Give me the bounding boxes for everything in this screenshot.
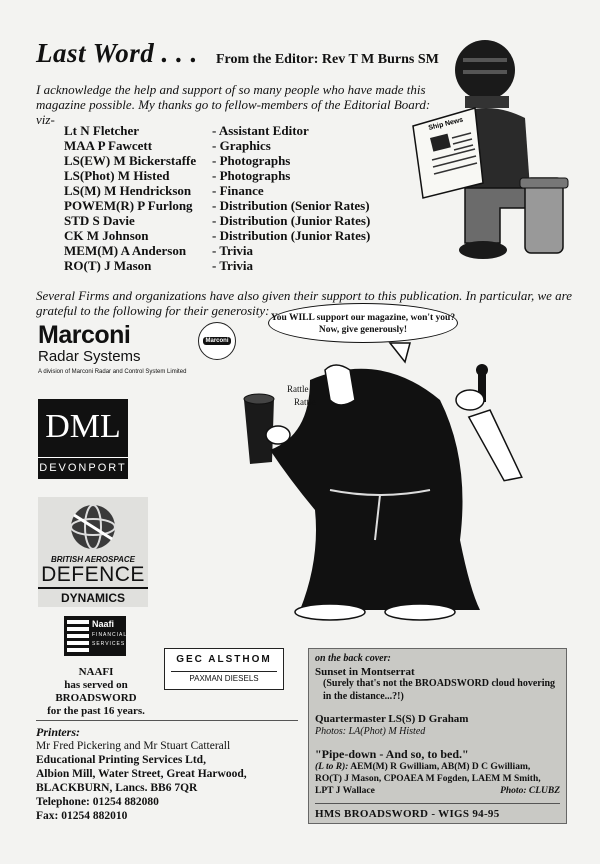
printers-fax: Fax: 01254 882010	[36, 810, 128, 822]
marconi-name: Marconi	[38, 321, 131, 349]
credit-row	[64, 153, 370, 168]
photos-credit: Photos: LA(Phot) M Histed	[315, 725, 426, 737]
credit-row	[64, 198, 370, 213]
dml-name: DML	[45, 408, 121, 445]
naafi-line2: has served on	[64, 679, 128, 691]
monk-cartoon-illustration	[230, 340, 570, 630]
back-cover-box	[308, 648, 567, 824]
marconi-sub: Radar Systems	[38, 348, 141, 365]
gec-name: GEC ALSTHOM	[176, 654, 272, 665]
credit-name: POWEM(R) P Furlong	[64, 198, 193, 213]
credit-role: - Distribution (Junior Rates)	[212, 213, 371, 228]
credit-role: - Trivia	[212, 243, 254, 258]
credit-name: MEM(M) A Anderson	[64, 243, 187, 258]
names-3: LPT J Wallace	[315, 785, 375, 796]
editorial-board-list	[64, 123, 370, 273]
marconi-division: A division of Marconi Radar and Control System Limited	[38, 369, 187, 375]
editor-byline: From the Editor: Rev T M Burns SM	[216, 52, 439, 67]
speech-line2: Now, give generously!	[318, 325, 408, 335]
credit-role: - Finance	[212, 183, 264, 198]
credit-role: - Assistant Editor	[212, 123, 309, 138]
names-line3	[315, 785, 560, 797]
credit-role: - Photographs	[212, 153, 291, 168]
credit-row	[64, 168, 370, 183]
acknowledgement-text: I acknowledge the help and support of so many people who have made this magazine possible. My thanks go to fellow-members of the Editorial Board: viz-	[36, 82, 431, 127]
marconi-badge-label: Marconi	[205, 338, 229, 344]
globe-icon	[68, 501, 118, 553]
rattle-text-2: Rattle	[294, 397, 316, 407]
printers-people: Mr Fred Pickering and Mr Stuart Catterall	[36, 740, 231, 752]
credit-name: LS(Phot) M Histed	[64, 168, 170, 183]
credit-name: LS(M) M Hendrickson	[64, 183, 192, 198]
names-prefix: (L to R):	[315, 761, 349, 772]
speech-line1: You WILL support our magazine, won't you?	[270, 313, 456, 323]
naafi-line3: BROADSWORD	[55, 692, 137, 704]
printers-divider	[36, 720, 298, 721]
pipe-down-title: "Pipe-down - And so, to bed."	[315, 747, 469, 761]
gec-sub: PAXMAN DIESELS	[171, 671, 277, 683]
names-line1	[315, 761, 560, 773]
naafi-stripes-icon	[67, 620, 89, 652]
printers-company: Educational Printing Services Ltd,	[36, 754, 206, 766]
bae-logo	[38, 497, 148, 607]
back-cover-label: on the back cover:	[315, 653, 391, 664]
credit-role: - Trivia	[212, 258, 254, 273]
bae-brand: BRITISH AEROSPACE	[50, 555, 135, 564]
bae-dynamics: DYNAMICS	[38, 587, 148, 605]
back-cover-note: (Surely that's not the BROADSWORD cloud hovering in the distance...?!)	[323, 678, 556, 702]
credit-name: LS(EW) M Bickerstaffe	[64, 153, 197, 168]
page-title: Last Word . . .	[36, 38, 198, 68]
printers-address1: Albion Mill, Water Street, Great Harwood,	[36, 768, 247, 780]
quartermaster-credit: Quartermaster LS(S) D Graham	[315, 713, 469, 725]
back-cover-footer: HMS BROADSWORD - WIGS 94-95	[315, 803, 560, 821]
credit-name: CK M Johnson	[64, 228, 149, 243]
naafi-text	[36, 666, 156, 718]
credit-row	[64, 258, 370, 273]
gec-alsthom-logo	[164, 648, 284, 690]
newspaper-headline: Ship News	[427, 116, 464, 132]
printers-telephone: Telephone: 01254 882080	[36, 796, 159, 808]
photo-credit-clubz: Photo: CLUBZ	[500, 785, 560, 796]
firms-text: Several Firms and organizations have also given their support to this publication. In particular, we are grateful to the following for their generosity:	[36, 288, 572, 318]
naafi-logo	[64, 616, 126, 656]
credit-name: Lt N Fletcher	[64, 123, 140, 138]
credit-name: MAA P Fawcett	[64, 138, 153, 153]
printers-block	[36, 725, 296, 823]
credit-name: STD S Davie	[64, 213, 135, 228]
printers-address2: BLACKBURN, Lancs. BB6 7QR	[36, 782, 198, 794]
credit-row	[64, 213, 370, 228]
naafi-line4: for the past 16 years.	[47, 705, 145, 717]
names-line2: RO(T) J Mason, CPOAEA M Fogden, LAEM M Smith,	[315, 773, 541, 784]
naafi-logo-sub2: SERVICES	[92, 641, 126, 647]
bae-defence: DEFENCE	[41, 563, 145, 586]
credit-row	[64, 243, 370, 258]
back-cover-title: Sunset in Montserrat	[315, 665, 415, 678]
credit-role: - Distribution (Junior Rates)	[212, 228, 371, 243]
dml-sub: DEVONPORT	[38, 457, 128, 474]
naafi-logo-sub1: FINANCIAL	[92, 632, 128, 638]
credit-row	[64, 228, 370, 243]
credit-row	[64, 123, 370, 138]
rattle-text-1: Rattle	[287, 384, 309, 394]
dml-logo	[38, 399, 128, 479]
diver-reading-newspaper-illustration	[405, 38, 580, 268]
credit-row	[64, 183, 370, 198]
credit-role: - Graphics	[212, 138, 271, 153]
naafi-logo-name: Naafi	[92, 619, 115, 629]
credit-role: - Photographs	[212, 168, 291, 183]
names-1: AEM(M) R Gwilliam, AB(M) D C Gwilliam,	[350, 761, 531, 772]
printers-label: Printers:	[36, 725, 81, 739]
credit-role: - Distribution (Senior Rates)	[212, 198, 370, 213]
speech-bubble	[268, 303, 458, 343]
credit-name: RO(T) J Mason	[64, 258, 152, 273]
credit-row	[64, 138, 370, 153]
naafi-line1: NAAFI	[78, 666, 114, 678]
